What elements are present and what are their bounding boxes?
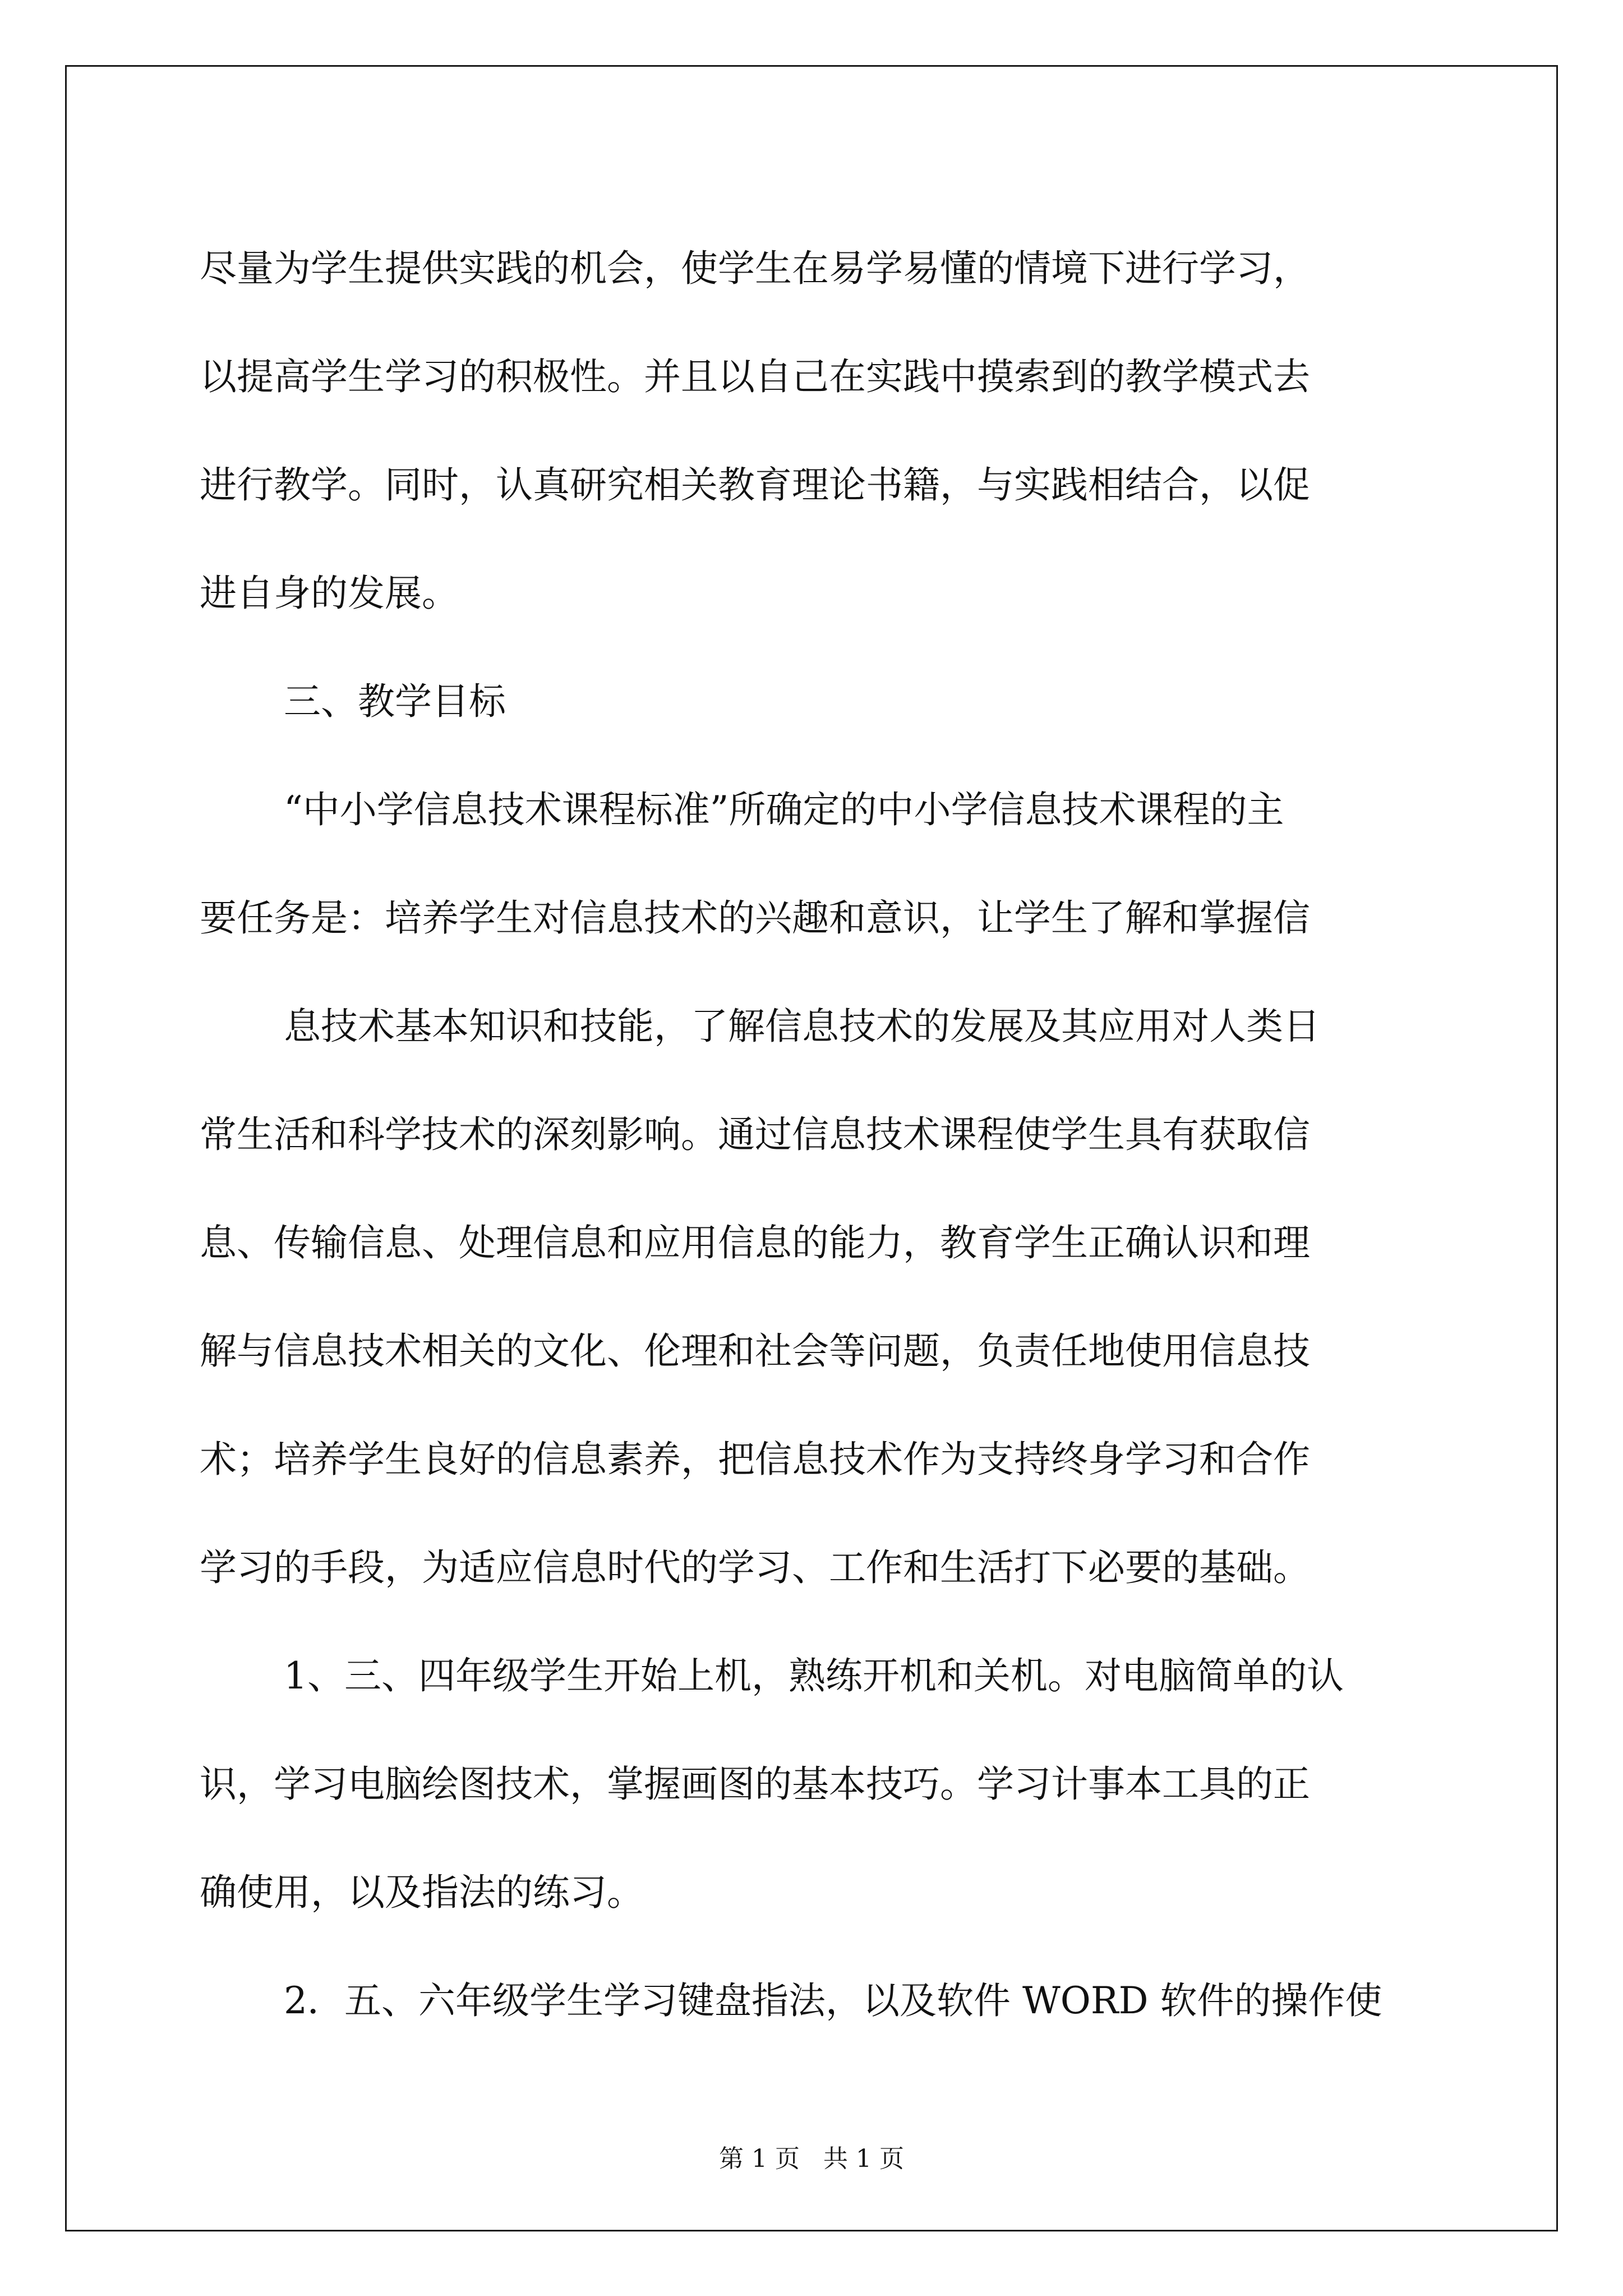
text-line-6: “中小学信息技术课程标准”所确定的中小学信息技术课程的主: [284, 788, 1284, 831]
text-line-16: 确使用，以及指法的练习。: [200, 1871, 644, 1914]
text-line-13: 学习的手段，为适应信息时代的学习、工作和生活打下必要的基础。: [200, 1546, 1310, 1589]
text-line-10: 息、传输信息、处理信息和应用信息的能力，教育学生正确认识和理: [200, 1221, 1310, 1264]
page-footer: 第 1 页 共 1 页: [719, 2145, 904, 2173]
text-line-9: 常生活和科学技术的深刻影响。通过信息技术课程使学生具有获取信: [200, 1113, 1310, 1156]
section-heading: 三、教学目标: [284, 680, 506, 723]
text-line-3: 进行教学。同时，认真研究相关教育理论书籍，与实践相结合，以促: [200, 463, 1310, 507]
document-body: [200, 214, 1429, 2055]
text-line-1: 尽量为学生提供实践的机会，使学生在易学易懂的情境下进行学习，: [200, 247, 1310, 290]
text-line-12: 术；培养学生良好的信息素养，把信息技术作为支持终身学习和合作: [200, 1438, 1310, 1481]
text-line-2: 以提高学生学习的积极性。并且以自己在实践中摸索到的教学模式去: [200, 355, 1310, 398]
text-line-4: 进自身的发展。: [200, 572, 459, 615]
text-line-14: 1、三、四年级学生开始上机，熟练开机和关机。对电脑简单的认: [284, 1654, 1344, 1697]
text-line-8: 息技术基本知识和技能，了解信息技术的发展及其应用对人类日: [284, 1005, 1320, 1048]
text-line-17: 2．五、六年级学生学习键盘指法，以及软件 WORD 软件的操作使: [284, 1979, 1382, 2022]
text-line-11: 解与信息技术相关的文化、伦理和社会等问题，负责任地使用信息技: [200, 1329, 1310, 1373]
text-line-7: 要任务是：培养学生对信息技术的兴趣和意识，让学生了解和掌握信: [200, 896, 1310, 940]
text-line-15: 识，学习电脑绘图技术，掌握画图的基本技巧。学习计事本工具的正: [200, 1763, 1310, 1806]
